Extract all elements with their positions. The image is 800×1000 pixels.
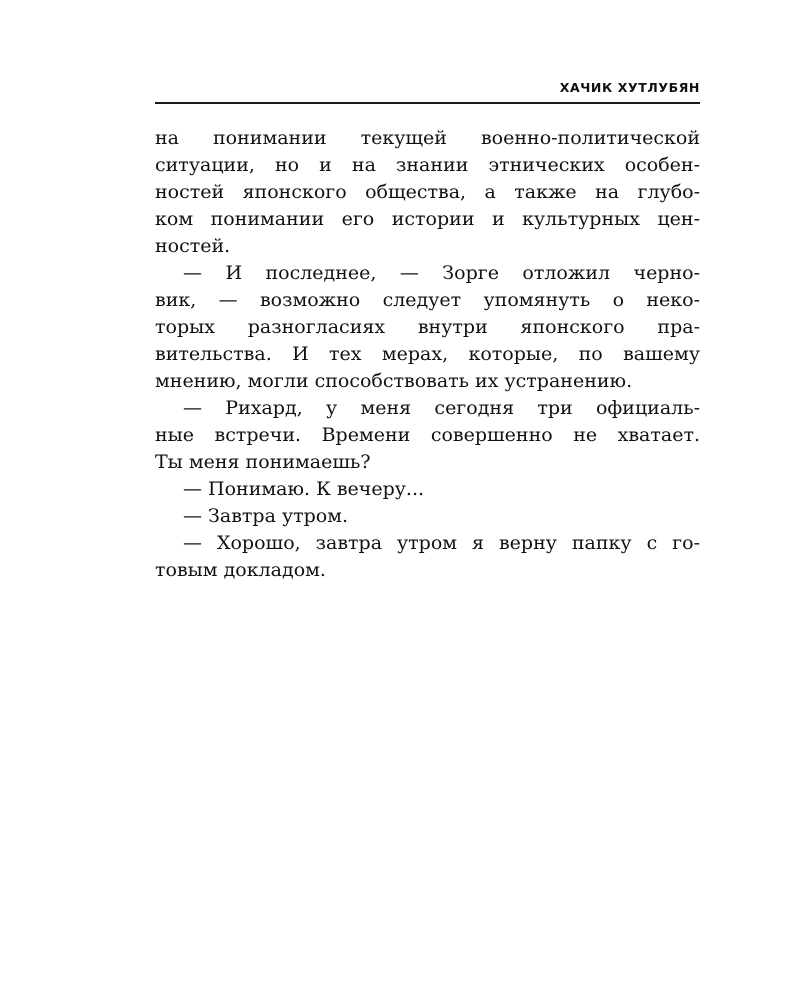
text-line: товым докладом.	[155, 559, 326, 581]
text-line: вительства. И тех мерах, которые, по вашему	[155, 343, 700, 365]
text-line: — Понимаю. К вечеру...	[183, 478, 425, 500]
text-line: — И последнее, — Зорге отложил черно-	[183, 262, 700, 284]
text-line: вик, — возможно следует упомянуть о неко-	[155, 289, 700, 311]
text-line: Ты меня понимаешь?	[155, 451, 371, 473]
text-line: ные встречи. Времени совершенно не хватает.	[155, 424, 700, 446]
text-line: ностей японского общества, а также на глубо-	[155, 181, 700, 203]
text-line: ком понимании его истории и культурных цен-	[155, 208, 700, 230]
body-text	[155, 125, 700, 584]
text-line: мнению, могли способствовать их устранению.	[155, 370, 633, 392]
text-line: — Рихард, у меня сегодня три официаль-	[183, 397, 700, 419]
running-header	[155, 80, 700, 104]
running-header-author: ХАЧИК ХУТЛУБЯН	[559, 80, 700, 95]
text-line: торых разногласиях внутри японского пра-	[155, 316, 700, 338]
text-line: — Завтра утром.	[183, 505, 349, 527]
text-line: ностей.	[155, 235, 231, 257]
text-line: — Хорошо, завтра утром я верну папку с го-	[183, 532, 700, 554]
text-line: ситуации, но и на знании этнических особен-	[155, 154, 700, 176]
text-line: на понимании текущей военно-политической	[155, 127, 700, 149]
